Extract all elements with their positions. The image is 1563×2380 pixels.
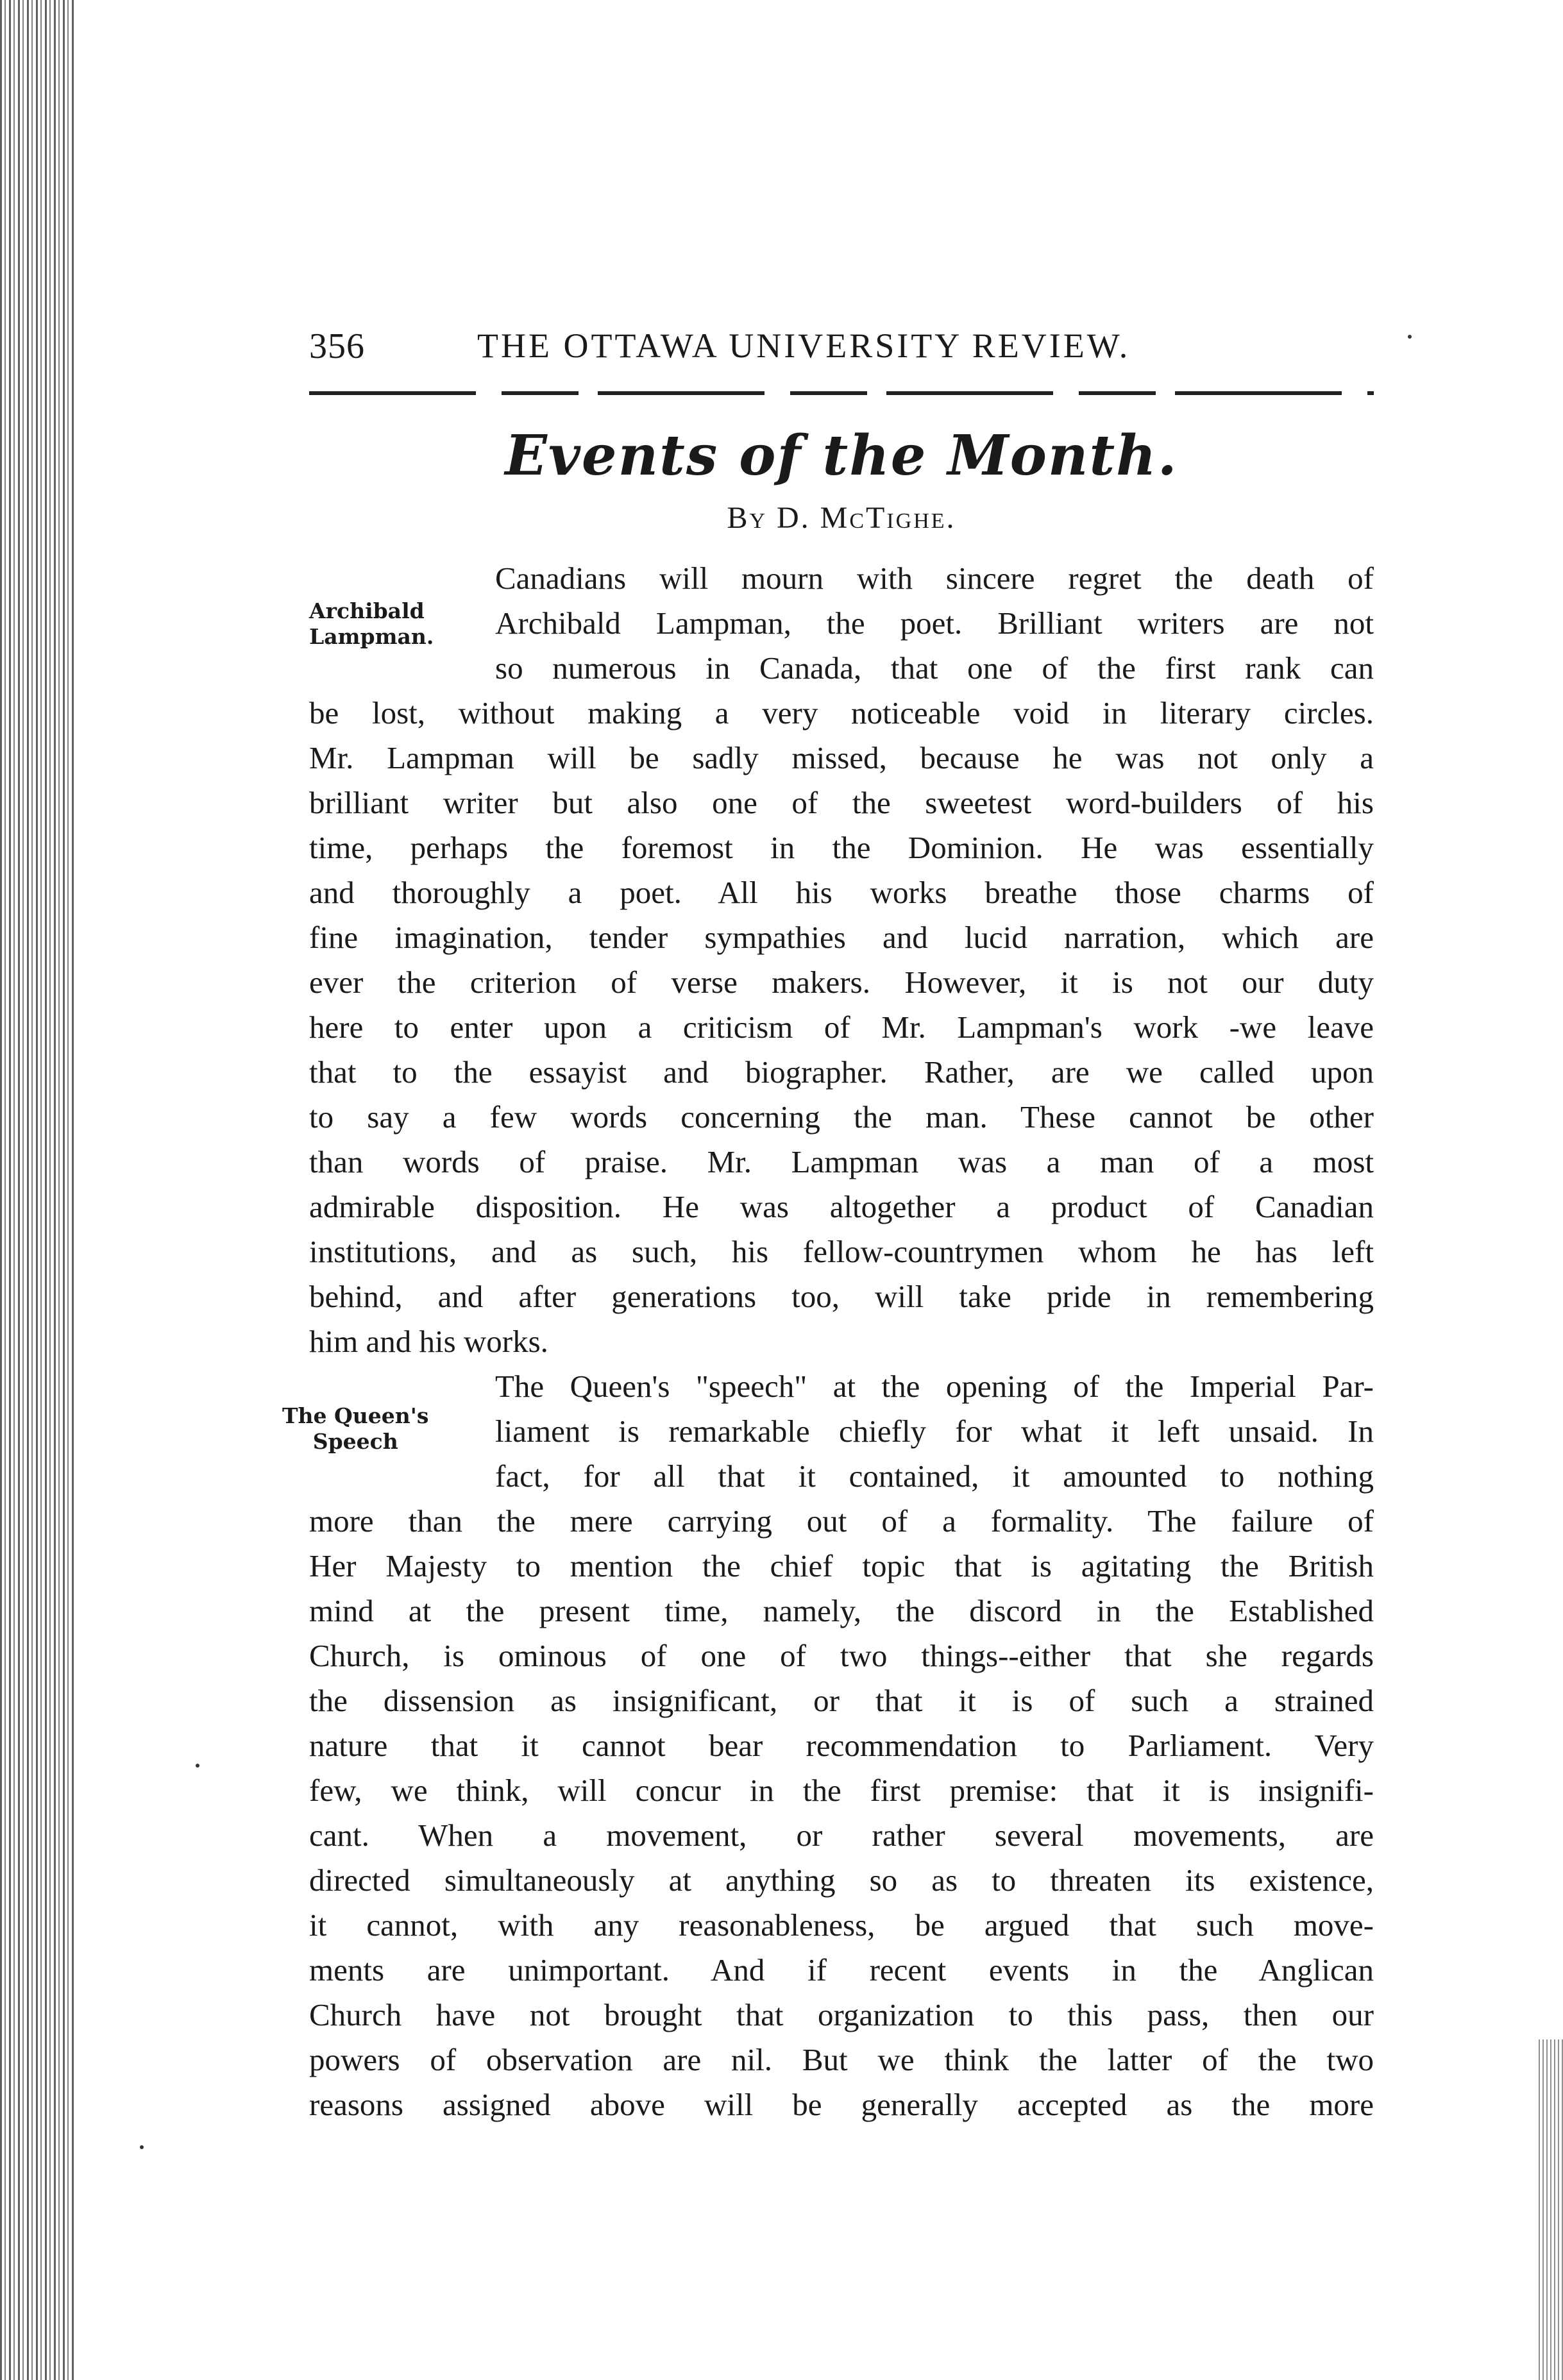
page-right-edge [1539,2039,1563,2380]
text-line: time, perhaps the foremost in the Dominion. He was essentially [309,830,1374,865]
text-line: Church have not brought that organization to this pass, then our [309,1997,1374,2032]
page-binding-edge [0,0,74,2380]
text-line: liament is remarkable chiefly for what it left unsaid. In [495,1414,1374,1449]
journal-title: THE OTTAWA UNIVERSITY REVIEW. [477,326,1131,365]
text-line: and thoroughly a poet. All his works breathe those charms of [309,875,1374,910]
text-line: than words of praise. Mr. Lampman was a man of a most [309,1144,1374,1179]
text-line: behind, and after generations too, will take pride in remembering [309,1279,1374,1314]
text-line: it cannot, with any reasonableness, be argued that such move- [309,1907,1374,1943]
margin-note-line: Speech [312,1429,398,1454]
ink-speck [196,1764,199,1768]
text-line: brilliant writer but also one of the sweetest word-builders of his [309,785,1374,820]
text-line: nature that it cannot bear recommendation to Parliament. Very [309,1728,1374,1763]
text-line: mind at the present time, namely, the discord in the Established [309,1593,1374,1628]
text-line: be lost, without making a very noticeable void in literary circles. [309,695,1374,730]
text-line: Canadians will mourn with sincere regret the death of [495,561,1374,596]
text-line: Mr. Lampman will be sadly missed, because he was not only a [309,740,1374,775]
text-line: few, we think, will concur in the first premise: that it is insignifi- [309,1773,1374,1808]
ink-speck [140,2145,144,2149]
section-title: Events of the Month. [505,423,1178,488]
margin-note-line: Lampman. [309,624,434,649]
text-line: ever the criterion of verse makers. However, it is not our duty [309,965,1374,1000]
text-line: institutions, and as such, his fellow-countrymen whom he has left [309,1234,1374,1269]
text-line: fine imagination, tender sympathies and lucid narration, which are [309,920,1374,955]
page-number: 356 [309,326,365,366]
margin-note-queens-speech [282,1403,428,1455]
text-line: more than the mere carrying out of a formality. The failure of [309,1503,1374,1539]
running-header [309,326,1374,371]
text-line: him and his works. [309,1324,548,1359]
text-line: Church, is ominous of one of two things--either that she regards [309,1638,1374,1673]
text-line: so numerous in Canada, that one of the first rank can [495,650,1374,686]
text-line: to say a few words concerning the man. These cannot be other [309,1099,1374,1135]
byline: By D. McTighe. [727,501,956,535]
text-line: powers of observation are nil. But we think the latter of the two [309,2042,1374,2077]
text-line: that to the essayist and biographer. Rather, are we called upon [309,1054,1374,1090]
margin-note-lampman [309,598,434,650]
text-line: here to enter upon a criticism of Mr. Lampman's work -we leave [309,1009,1374,1045]
margin-note-line: Archibald [309,598,425,623]
text-line: Her Majesty to mention the chief topic that is agitating the British [309,1548,1374,1583]
text-line: the dissension as insignificant, or that it is of such a strained [309,1683,1374,1718]
text-line: cant. When a movement, or rather several movements, are [309,1818,1374,1853]
text-line: reasons assigned above will be generally accepted as the more [309,2087,1374,2122]
text-line: admirable disposition. He was altogether a product of Canadian [309,1189,1374,1224]
ink-speck [1408,335,1412,339]
text-line: fact, for all that it contained, it amounted to nothing [495,1458,1374,1494]
text-line: ments are unimportant. And if recent events in the Anglican [309,1952,1374,1988]
text-line: The Queen's "speech" at the opening of the Imperial Par- [495,1369,1374,1404]
text-line: Archibald Lampman, the poet. Brilliant writers are not [495,605,1374,641]
header-rule [309,391,1374,395]
text-line: directed simultaneously at anything so as to threaten its existence, [309,1862,1374,1898]
margin-note-line: The Queen's [282,1403,429,1428]
